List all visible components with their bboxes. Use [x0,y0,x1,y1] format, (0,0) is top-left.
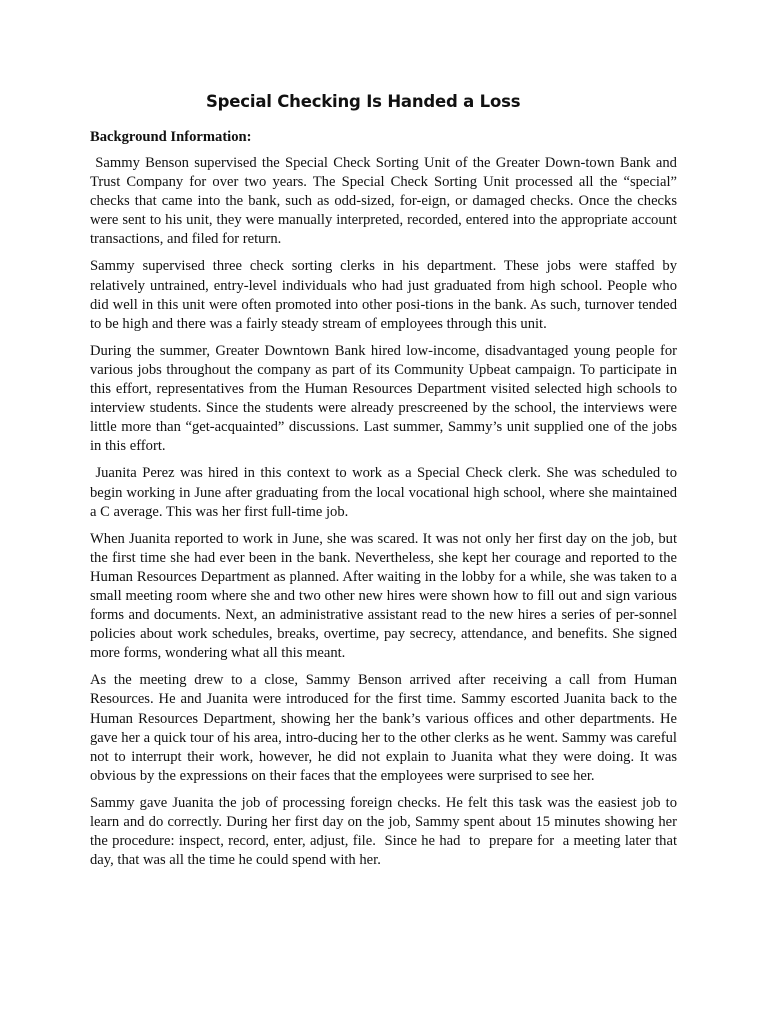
document-title: Special Checking Is Handed a Loss [206,92,521,111]
paragraph-7: Sammy gave Juanita the job of processing foreign checks. He felt this task was the easiest job to learn and do correctly. During her first day on the job, Sammy spent about 15 minutes showing her the procedure: inspect, record, enter, adjust, file. Since he had to prepare for a meeting later that day, that was all the time he could spend with her. [90,794,685,869]
paragraph-4: Juanita Perez was hired in this context to work as a Special Check clerk. She was scheduled to begin working in June after graduating from the local vocational high school, where she maintained a C average. This was her first full-time job. [90,465,681,520]
paragraph-5: When Juanita reported to work in June, she was scared. It was not only her first day on the job, but the first time she had ever been in the bank. Nevertheless, she kept her courage and reported to the Human Resources Department as planned. After waiting in the lobby for a while, she was taken to a small meeting room where she and two other new hires were shown how to fill out and sign various forms and documents. Next, an administrative assistant read to the new hires a series of per-sonnel policies about work schedules, breaks, overtime, pay secrecy, attendance, and benefits. She signed more forms, wondering what all this meant. [90,530,681,662]
paragraph-1: Sammy Benson supervised the Special Check Sorting Unit of the Greater Down-town Bank and Trust Company for over two years. The Special Check Sorting Unit processed all the “special” checks that came into the bank, such as odd-sized, for-eign, or damaged checks. Once the checks were sent to his unit, they were manually interpreted, recorded, entered into the appropriate account transactions, and filed for return. [90,155,681,248]
paragraph-6: As the meeting drew to a close, Sammy Benson arrived after receiving a call from Human Resources. He and Juanita were introduced for the first time. Sammy escorted Juanita back to the Human Resources Department, showing her the bank’s various offices and other departments. He gave her a quick tour of his area, intro-ducing her to the other clerks as he went. Sammy was careful not to interrupt their work, however, he did not explain to Juanita what they were doing. It was obvious by the expressions on their faces that the employees were surprised to see her. [90,672,681,784]
section-heading: Background Information: [90,129,252,145]
paragraph-2: Sammy supervised three check sorting clerks in his department. These jobs were staffed by relatively untrained, entry-level individuals who had just graduated from high school. People who did well in this unit were often promoted into other posi-tions in the bank. As such, turnover tended to be high and there was a fairly steady stream of employees through this unit. [90,258,681,332]
document-page [90,90,685,878]
paragraph-3: During the summer, Greater Downtown Bank hired low-income, disadvantaged young people for various jobs throughout the company as part of its Community Upbeat campaign. To participate in this effort, representatives from the Human Resources Department visited selected high schools to interview students. Since the students were already prescreened by the school, the interviews were little more than “get-acquainted” discussions. Last summer, Sammy’s unit supplied one of the jobs in this effort. [90,342,681,455]
